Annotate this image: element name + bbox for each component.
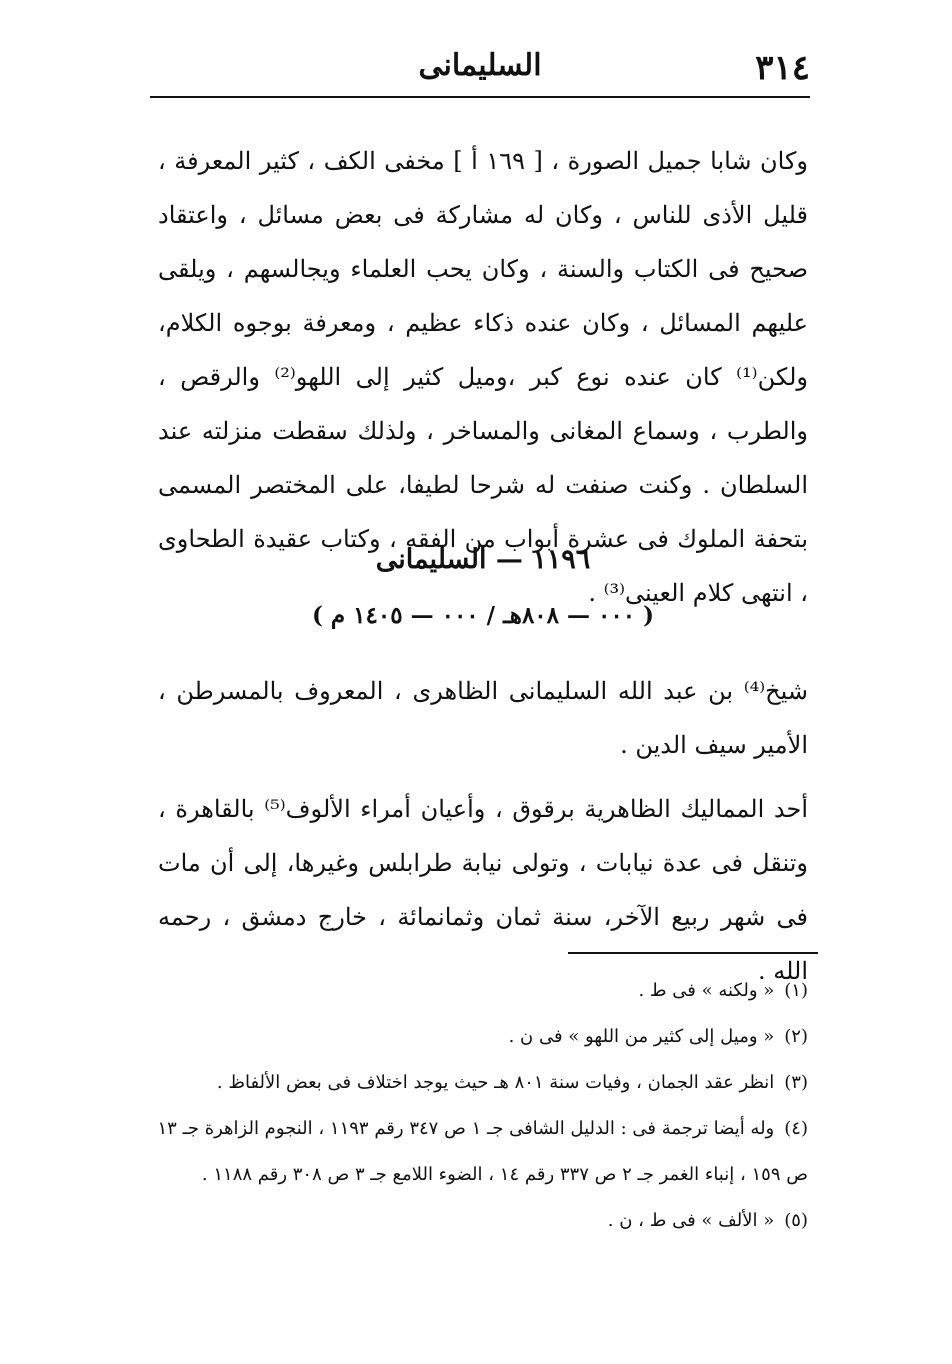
footnote-number: (٤)	[784, 1118, 808, 1139]
page-number: ٣١٤	[755, 48, 810, 88]
entry-heading: ١١٩٦ — السليمانى	[375, 544, 591, 575]
footnote-text: ص ١٥٩ ، إنباء الغمر جـ ٢ ص ٣٣٧ رقم ١٤ ، الضوء اللامع جـ ٣ ص ٣٠٨ رقم ١١٨٨ .	[201, 1164, 808, 1185]
footnote	[158, 1060, 808, 1106]
footnote-text: « الألف » فى ط ، ن .	[607, 1210, 775, 1231]
footnote-divider	[568, 952, 818, 954]
footnote	[158, 1106, 808, 1152]
paragraph-3: أحد المماليك الظاهرية برقوق ، وأعيان أمراء الألوف⁽⁵⁾ بالقاهرة ، وتنقل فى عدة نيابات ، وتولى نيابة طرابلس وغيرها، إلى أن مات فى شهر ربيع الآخر، سنة ثمان وثمانمائة ، خارج دمشق ، رحمه الله .	[158, 795, 808, 985]
footnotes	[158, 968, 808, 1244]
footnote-number: (٥)	[784, 1210, 808, 1231]
paragraph-1: وكان شابا جميل الصورة ، [ ١٦٩ أ ] مخفى الكف ، كثير المعرفة ، قليل الأذى للناس ، وكان له مشاركة فى بعض مسائل ، واعتقاد صحيح فى الكتاب والسنة ، وكان يحب العلماء ويجالسهم ، ويلقى عليهم المسائل ، وكان عنده ذكاء عظيم ، ومعرفة بوجوه الكلام، ولكن⁽¹⁾ كان عنده نوع كبر ،وميل كثير إلى اللهو⁽²⁾ والرقص ، والطرب ، وسماع المغانى والمساخر ، ولذلك سقطت منزلته عند السلطان . وكنت صنفت له شرحا لطيفا، على المختصر المسمى بتحفة الملوك فى عشرة أبواب من الفقه ، وكتاب عقيدة الطحاوى ، انتهى كلام العينى⁽³⁾ .	[158, 147, 809, 607]
footnote-text: انظر عقد الجمان ، وفيات سنة ٨٠١ هـ حيث يوجد اختلاف فى بعض الألفاظ .	[216, 1072, 775, 1093]
footnote-text: وله أيضا ترجمة فى : الدليل الشافى جـ ١ ص ٣٤٧ رقم ١١٩٣ ، النجوم الزاهرة جـ ١٣	[157, 1118, 775, 1139]
footnote-continuation	[158, 1152, 808, 1198]
footnote	[158, 1014, 808, 1060]
page-header	[150, 40, 810, 98]
running-title: السليمانى	[418, 48, 542, 83]
footnote-number: (٢)	[784, 1026, 808, 1047]
footnote-text: « وميل إلى كثير من اللهو » فى ن .	[508, 1026, 775, 1047]
footnote-number: (١)	[784, 980, 808, 1001]
entry-dates: ( ٠٠٠ — ٨٠٨هـ / ٠٠٠ — ١٤٠٥ م )	[312, 602, 654, 629]
footnote-number: (٣)	[784, 1072, 808, 1093]
footnote-text: « ولكنه » فى ط .	[638, 980, 775, 1001]
paragraph-2: شيخ⁽⁴⁾ بن عبد الله السليمانى الظاهرى ، المعروف بالمسرطن ، الأمير سيف الدين .	[158, 677, 808, 759]
footnote	[158, 968, 808, 1014]
footnote	[158, 1198, 808, 1244]
